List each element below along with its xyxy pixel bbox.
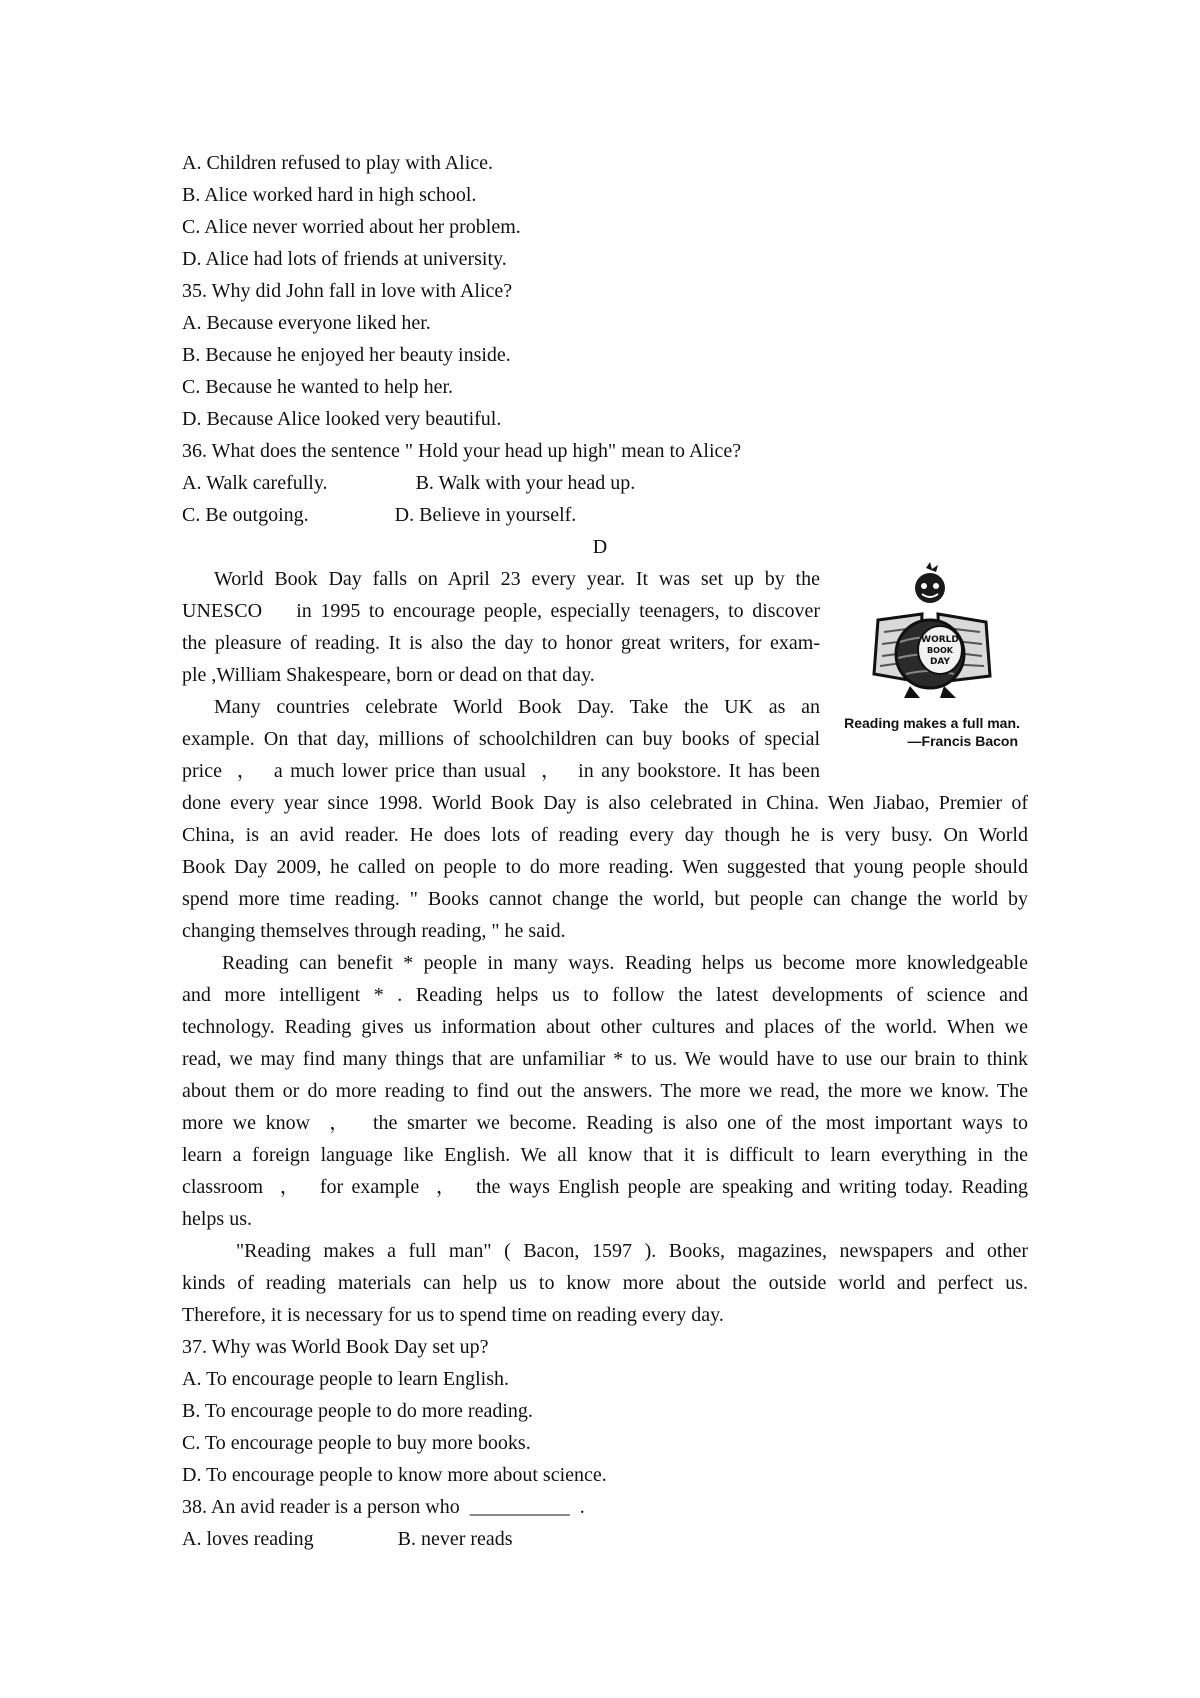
q37-option-c: C. To encourage people to buy more books. bbox=[182, 1432, 531, 1454]
badge-text-book: BOOK bbox=[927, 646, 953, 655]
figure-caption bbox=[832, 714, 1032, 750]
q36-option-a: A. Walk carefully. bbox=[182, 472, 328, 494]
badge-text-day: DAY bbox=[929, 657, 951, 667]
passage-line: and more intelligent * . Reading helps us to follow the latest developments of science and bbox=[182, 984, 1028, 1006]
passage-line: kinds of reading materials can help us to know more about the outside world and perfect us. bbox=[182, 1272, 1028, 1294]
passage-line: price ， a much lower price than usual ， in any bookstore. It has been bbox=[182, 760, 820, 782]
q37-question: 37. Why was World Book Day set up? bbox=[182, 1336, 489, 1358]
passage-line: the pleasure of reading. It is also the day to honor great writers, for exam- bbox=[182, 632, 820, 654]
passage-line: ple ,William Shakespeare, born or dead on that day. bbox=[182, 664, 595, 686]
passage-line: technology. Reading gives us information about other cultures and places of the world. When we bbox=[182, 1016, 1028, 1038]
passage-line: spend more time reading. " Books cannot change the world, but people can change the world by bbox=[182, 888, 1028, 910]
caption-quote: Reading makes a full man. bbox=[844, 715, 1020, 731]
q37-option-a: A. To encourage people to learn English. bbox=[182, 1368, 510, 1390]
caption-author: —Francis Bacon bbox=[907, 733, 1018, 749]
q36-option-d: D. Believe in yourself. bbox=[394, 504, 577, 526]
q35-question: 35. Why did John fall in love with Alice? bbox=[182, 280, 513, 302]
q38-option-a: A. loves reading bbox=[182, 1528, 314, 1550]
section-label: D bbox=[592, 536, 608, 558]
q38-option-b: B. never reads bbox=[397, 1528, 513, 1550]
world-book-day-figure bbox=[832, 562, 1032, 752]
badge-text-world: WORLD bbox=[921, 635, 959, 645]
q34-option-d: D. Alice had lots of friends at university. bbox=[182, 248, 507, 270]
q35-option-c: C. Because he wanted to help her. bbox=[182, 376, 454, 398]
passage-line: "Reading makes a full man" ( Bacon, 1597 ). Books, magazines, newspapers and other bbox=[236, 1240, 1028, 1262]
q36-options-row-2 bbox=[182, 499, 576, 531]
q37-option-d: D. To encourage people to know more about science. bbox=[182, 1464, 607, 1486]
passage-line: changing themselves through reading, " he said. bbox=[182, 920, 566, 942]
q36-options-row-1 bbox=[182, 467, 635, 499]
q36-option-b: B. Walk with your head up. bbox=[415, 472, 636, 494]
passage-line: learn a foreign language like English. We all know that it is difficult to learn everything in the bbox=[182, 1144, 1028, 1166]
passage-line: China, is an avid reader. He does lots of reading every day though he is very busy. On World bbox=[182, 824, 1028, 846]
passage-line: read, we may find many things that are unfamiliar * to us. We would have to use our brain to think bbox=[182, 1048, 1028, 1070]
passage-line: classroom ， for example ， the ways English people are speaking and writing today. Reading bbox=[182, 1176, 1028, 1198]
q38-question: 38. An avid reader is a person who __________ . bbox=[182, 1496, 585, 1518]
passage-line: more we know ， the smarter we become. Reading is also one of the most important ways to bbox=[182, 1112, 1028, 1134]
q37-option-b: B. To encourage people to do more reading. bbox=[182, 1400, 533, 1422]
q34-option-a: A. Children refused to play with Alice. bbox=[182, 152, 494, 174]
q34-option-b: B. Alice worked hard in high school. bbox=[182, 184, 477, 206]
passage-line: Therefore, it is necessary for us to spend time on reading every day. bbox=[182, 1304, 724, 1326]
q35-option-a: A. Because everyone liked her. bbox=[182, 312, 431, 334]
passage-line: done every year since 1998. World Book Day is also celebrated in China. Wen Jiabao, Premier of bbox=[182, 792, 1028, 814]
q36-question: 36. What does the sentence " Hold your head up high" mean to Alice? bbox=[182, 440, 742, 462]
passage-line: about them or do more reading to find out the answers. The more we read, the more we know. The bbox=[182, 1080, 1028, 1102]
passage-line: helps us. bbox=[182, 1208, 252, 1230]
passage-line: UNESCO in 1995 to encourage people, especially teenagers, to discover bbox=[182, 600, 820, 622]
passage-line: World Book Day falls on April 23 every year. It was set up by the bbox=[214, 568, 820, 590]
q38-options-row bbox=[182, 1523, 513, 1555]
passage-line: Many countries celebrate World Book Day. Take the UK as an bbox=[214, 696, 820, 718]
passage-line: example. On that day, millions of schoolchildren can buy books of special bbox=[182, 728, 820, 750]
passage-line: Book Day 2009, he called on people to do more reading. Wen suggested that young people should bbox=[182, 856, 1028, 878]
q35-option-d: D. Because Alice looked very beautiful. bbox=[182, 408, 502, 430]
q35-option-b: B. Because he enjoyed her beauty inside. bbox=[182, 344, 511, 366]
q34-option-c: C. Alice never worried about her problem. bbox=[182, 216, 521, 238]
book-mascot-illustration bbox=[870, 562, 994, 712]
passage-line: Reading can benefit * people in many ways. Reading helps us become more knowledgeable bbox=[222, 952, 1028, 974]
q36-option-c: C. Be outgoing. bbox=[182, 504, 309, 526]
